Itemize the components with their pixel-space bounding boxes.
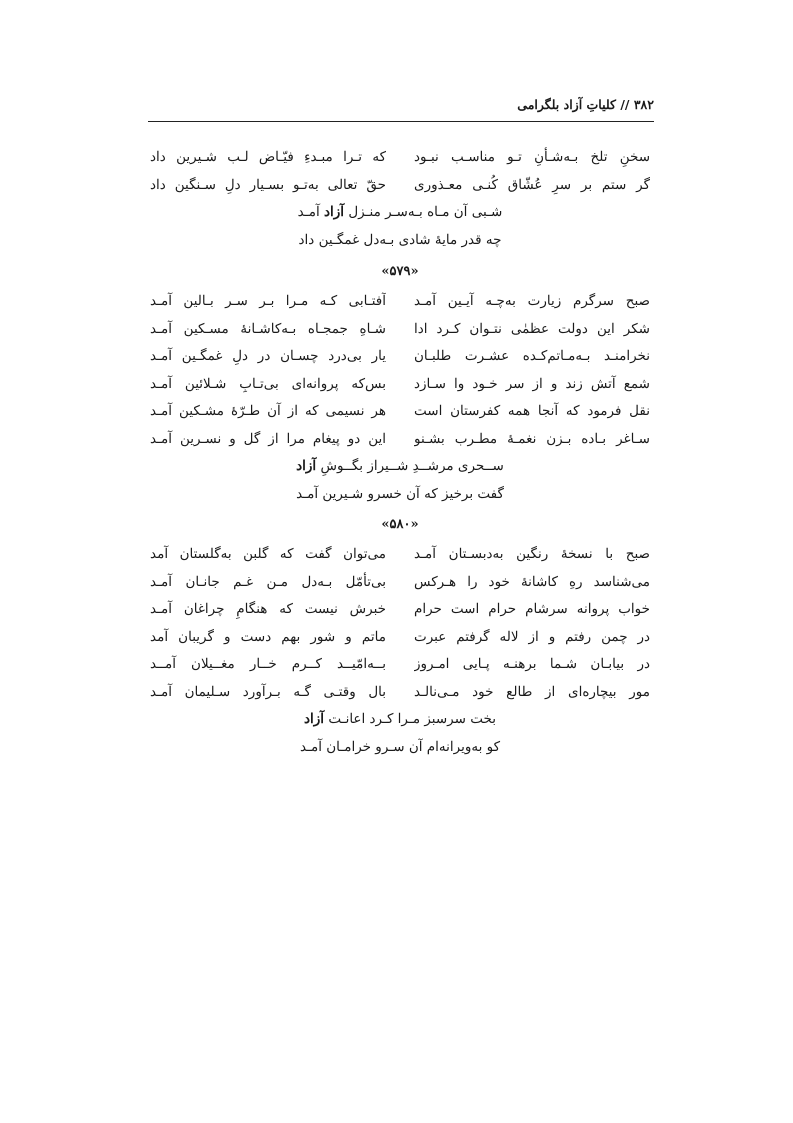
closing-text: چه قدر مایهٔ شادی بـه‌دل غمگـین داد <box>298 231 502 248</box>
ghazal-579 <box>150 262 650 508</box>
closing-text: کو به‌ویرانه‌ام آن سـرو خرامـان آمـد <box>299 738 501 755</box>
running-header <box>148 96 654 114</box>
hemistich-right: صبح با نسخهٔ رنگین به‌دبسـتان آمـد <box>414 546 650 562</box>
hemistich-left: می‌توان گفت که گلبن به‌گلستان آمد <box>150 546 386 562</box>
closing-hemistich <box>150 706 650 734</box>
hemistich-right: صبح سرگرم زیارت به‌چـه آیـین آمـد <box>414 293 650 309</box>
couplet <box>150 569 650 597</box>
header-separator: // <box>620 97 630 112</box>
pen-name: آزاد <box>296 458 317 474</box>
closing-hemistich <box>150 453 650 481</box>
closing-text: گفت برخیز که آن خسرو شـیرین آمـد <box>296 485 504 502</box>
hemistich-left: ماتم و شور بهم دست و گریبان آمد <box>150 628 386 645</box>
couplet <box>150 172 650 200</box>
hemistich-left: این دو پیغام مرا از گل و نسـرین آمـد <box>150 430 386 447</box>
couplet <box>150 144 650 172</box>
hemistich-left: خبرش نیست که هنگامِ چراغان آمـد <box>150 601 386 617</box>
couplet <box>150 316 650 344</box>
page-number: ۳۸۲ <box>633 97 654 112</box>
closing-text-end: آمـد <box>297 204 324 220</box>
ghazal-continued <box>150 144 650 254</box>
hemistich-right: خواب پروانه سرشام حرام است حرام <box>414 601 650 617</box>
hemistich-left: حقّ تعالی به‌تـو بسـیار دلِ سـنگین داد <box>150 176 386 193</box>
hemistich-left: بــه‌امّیــد کــرم خــار مغــیلان آمــد <box>150 656 386 672</box>
hemistich-right: شمع آتش زند و از سر خـود وا سـازد <box>414 375 650 392</box>
ghazal-580 <box>150 515 650 761</box>
pen-name: آزاد <box>324 204 345 220</box>
couplet <box>150 651 650 679</box>
couplet <box>150 398 650 426</box>
hemistich-right: در بیابـان شـما برهنـه پـایی امـروز <box>414 656 650 672</box>
couplet <box>150 288 650 316</box>
closing-text: شـبی آن مـاه بـه‌سـر منـزل <box>344 204 503 220</box>
hemistich-left: شـاهِ جمجـاه بـه‌کاشـانهٔ مسـکین آمـد <box>150 320 386 337</box>
hemistich-right: نقل فرمود که آنجا همه کفرستان است <box>414 403 650 419</box>
couplet <box>150 596 650 624</box>
hemistich-left: بس‌که پروانه‌ای بی‌تـابِ شـلائین آمـد <box>150 375 386 392</box>
hemistich-right: مور بیچاره‌ای از طالع خود مـی‌نالـد <box>414 683 650 700</box>
header-divider <box>148 121 654 122</box>
couplet <box>150 679 650 707</box>
closing-hemistich <box>150 734 650 762</box>
closing-hemistich <box>150 481 650 509</box>
closing-hemistich <box>150 199 650 227</box>
hemistich-left: بی‌تأمّل بـه‌دل مـن غـم جانـان آمـد <box>150 573 386 590</box>
hemistich-left: هر نسیمی که از آن طـرّهٔ مشـکین آمـد <box>150 403 386 419</box>
couplet <box>150 541 650 569</box>
closing-text: ســحری مرشــدِ شــیراز بگــوشِ <box>316 458 504 474</box>
hemistich-right: سخنِ تلخ بـه‌شـأنِ تـو مناسـب نبـود <box>414 149 650 165</box>
hemistich-right: نخرامنـد بـه‌مـاتم‌کـده عشـرت طلبـان <box>414 348 650 364</box>
closing-text: بخت سرسبز مـرا کـرد اعانـت <box>324 711 496 727</box>
hemistich-right: گر ستم بر سرِ عُشّاق کُنـی معـذوری <box>414 176 650 193</box>
hemistich-right: در چمن رفتم و از لاله گرفتم عبرت <box>414 628 650 645</box>
ghazal-number: «۵۸۰» <box>381 517 419 532</box>
closing-hemistich <box>150 227 650 255</box>
hemistich-left: یار بی‌درد چسـان در دلِ غمگـین آمـد <box>150 348 386 364</box>
hemistich-right: سـاغر بـاده بـزن نغمـهٔ مطـرب بشـنو <box>414 430 650 447</box>
hemistich-left: بال وقتـی گـه بـرآورد سـلیمان آمـد <box>150 683 386 700</box>
couplet <box>150 426 650 454</box>
couplet <box>150 371 650 399</box>
book-title: کلیاتِ آزاد بلگرامی <box>517 97 616 112</box>
hemistich-right: می‌شناسد رهِ کاشانهٔ خود را هـرکس <box>414 573 650 590</box>
ghazal-number: «۵۷۹» <box>381 264 419 279</box>
hemistich-left: آفتـابی کـه مـرا بـر سـر بـالین آمـد <box>150 293 386 309</box>
pen-name: آزاد <box>304 711 325 727</box>
couplet <box>150 343 650 371</box>
hemistich-left: که تـرا مبـدءِ فیّـاض لـب شـیرین داد <box>150 149 386 165</box>
couplet <box>150 624 650 652</box>
hemistich-right: شکر این دولت عظمٰی نتـوان کـرد ادا <box>414 320 650 337</box>
